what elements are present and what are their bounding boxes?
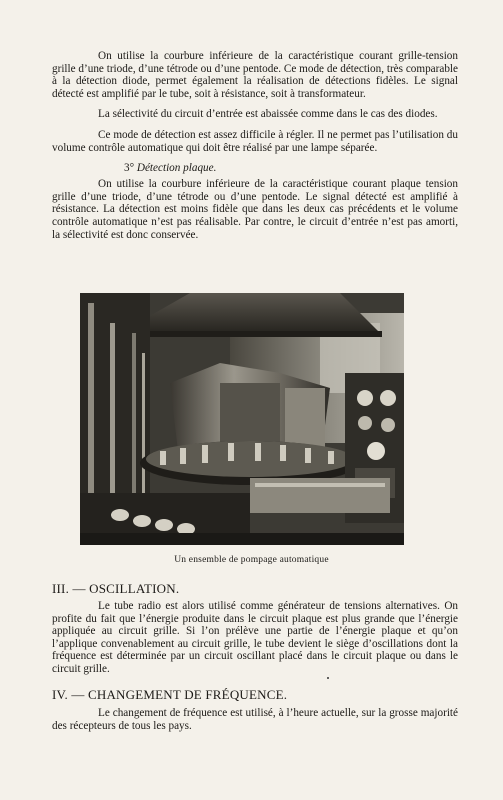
intro-text — [52, 50, 458, 249]
paragraph-selectivity: La sélectivité du circuit d’entrée est abaissée comme dans le cas des diodes. — [98, 108, 438, 121]
paragraph-grid-detection: On utilise la courbure inférieure de la caractéristique courant grille-tension grille d’une triode, d’une tétrode ou d’une pentode. Ce mode de détection, très comparable à la détection diode, permet également la réalisation de détections fidèles. Le signal détecté est amplifié par le tube, soit à résistance, soit à transformateur. — [52, 50, 458, 100]
subheading-plate-detection — [52, 162, 458, 174]
section-frequency-body — [52, 707, 458, 740]
paragraph-frequency-change: Le changement de fréquence est utilisé, à l’heure actuelle, sur la grosse majorité des récepteurs de tous les pays. — [52, 707, 458, 732]
pumping-machine-photo — [80, 293, 404, 545]
paragraph-oscillation: Le tube radio est alors utilisé comme générateur de tensions alternatives. On profite du fait que l’énergie produite dans le circuit plaque est plus grande que l’énergie appliquée au circuit grille. Si l’on prélève une partie de l’énergie plaque et qu’on l’applique convenablement au circuit grille, le tube devient le siège d’oscillations dont la fréquence est déterminée par un circuit oscillant placé dans le circuit plaque ou dans le circuit grille. — [52, 600, 458, 675]
paragraph-plate-detection: On utilise la courbure inférieure de la caractéristique courant plaque tension grille d’une triode, d’une tétrode ou d’une pentode. Le signal détecté est amplifié à résistance. La détection est moins fidèle que dans les deux cas précédents et le volume contrôle automatique n’est pas réalisable. Par contre, le circuit d’entrée n’est pas amorti, la sélectivité est donc conservée. — [52, 178, 458, 241]
print-speck — [327, 677, 329, 679]
section-heading-frequency-change: IV. — CHANGEMENT DE FRÉQUENCE. — [52, 687, 288, 702]
figure-caption: Un ensemble de pompage automatique — [174, 555, 329, 565]
section-heading-oscillation: III. — OSCILLATION. — [52, 581, 180, 596]
subheading-number: 3° — [124, 162, 135, 175]
section-oscillation-body — [52, 600, 458, 684]
paragraph-difficulty: Ce mode de détection est assez difficile à régler. Il ne permet pas l’utilisation du volume contrôle automatique qui doit être réalisé par une lampe séparée. — [52, 128, 458, 154]
subheading-title: Détection plaque. — [136, 162, 217, 175]
